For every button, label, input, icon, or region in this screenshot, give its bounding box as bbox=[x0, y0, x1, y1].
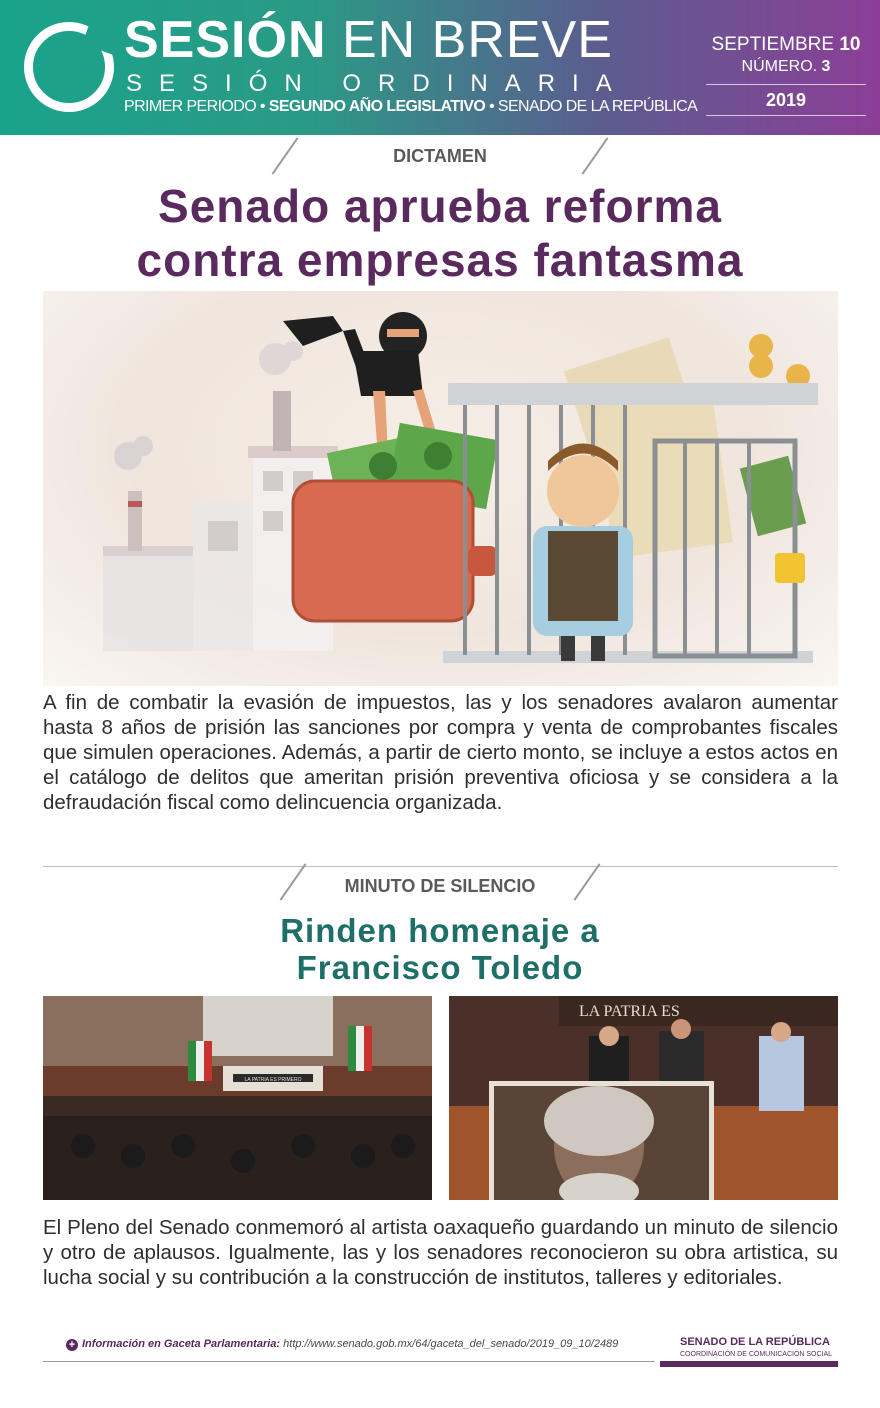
footer-line bbox=[43, 1361, 655, 1362]
masthead bbox=[0, 0, 880, 135]
wallet-icon bbox=[293, 481, 498, 621]
issue-number bbox=[706, 56, 866, 85]
plus-circle-icon: + bbox=[66, 1339, 78, 1351]
issue-day: 10 bbox=[839, 34, 861, 55]
issue-date bbox=[706, 34, 866, 56]
photo-sign-1: LA PATRIA ES PRIMERO bbox=[244, 1077, 302, 1083]
photo-sign-2: LA PATRIA ES bbox=[579, 1003, 680, 1020]
info-period: PRIMER PERIODO • bbox=[124, 98, 269, 115]
masthead-title-light: EN BREVE bbox=[341, 11, 613, 69]
gaceta-label: Información en Gaceta Parlamentaria: bbox=[82, 1338, 281, 1350]
homage-toledo-photo bbox=[449, 996, 838, 1200]
headline-empresas-line2: contra empresas fantasma bbox=[136, 234, 744, 286]
info-year: SEGUNDO AÑO LEGISLATIVO bbox=[268, 98, 486, 115]
gaceta-reference bbox=[82, 1338, 618, 1350]
section-label-dictamen: DICTAMEN bbox=[393, 146, 487, 166]
senate-chamber-photo bbox=[43, 996, 432, 1200]
issue-month: SEPTIEMBRE bbox=[711, 34, 835, 55]
masthead-info bbox=[124, 98, 697, 116]
section-divider bbox=[43, 866, 838, 867]
toledo-body-text: El Pleno del Senado conmemoró al artista oaxaqueño guardando un minuto de silencio y otro de aplausos. Igualmente, las y los senadores reconocieron su obra artistica, su lucha social y su contribución a la construcción de institutos, talleres y editoriales. bbox=[43, 1216, 838, 1289]
masthead-subtitle: SESIÓN ORDINARIA bbox=[126, 70, 629, 97]
senado-coordination: COORDINACIÓN DE COMUNICACIÓN SOCIAL bbox=[680, 1351, 833, 1358]
issue-year: 2019 bbox=[706, 85, 866, 116]
illustration-svg bbox=[43, 291, 838, 686]
masthead-title-bold: SESIÓN bbox=[124, 11, 327, 69]
empresas-fantasma-illustration bbox=[43, 291, 838, 686]
section-label-minuto: MINUTO DE SILENCIO bbox=[344, 876, 536, 896]
info-senate: • SENADO DE LA REPÚBLICA bbox=[485, 98, 698, 115]
headline-toledo-line2: Francisco Toledo bbox=[296, 949, 584, 986]
footer-accent-bar bbox=[660, 1361, 838, 1367]
issue-date-block bbox=[706, 34, 866, 116]
gaceta-url-link[interactable]: http://www.senado.gob.mx/64/gaceta_del_senado/2019_09_10/2489 bbox=[283, 1338, 619, 1350]
issue-number-label: NÚMERO. bbox=[741, 58, 818, 75]
headline-empresas-line1: Senado aprueba reforma bbox=[158, 180, 722, 232]
masthead-title bbox=[124, 12, 613, 68]
senado-name: SENADO DE LA REPÚBLICA bbox=[680, 1336, 830, 1348]
issue-number-value: 3 bbox=[821, 58, 831, 75]
dictamen-body-text: A fin de combatir la evasión de impuestos, las y los senadores avalaron aumentar hasta 8 años de prisión las sanciones por compra y venta de comprobantes fiscales que simulen operaciones. Además, a partir de cierto monto, se incluye a estos actos en el catálogo de delitos que ameritan prisión preventiva oficiosa y se considera a la defraudación fiscal como delincuencia organizada. bbox=[43, 691, 838, 814]
headline-toledo-line1: Rinden homenaje a bbox=[280, 912, 600, 949]
padlock-icon bbox=[775, 553, 805, 583]
